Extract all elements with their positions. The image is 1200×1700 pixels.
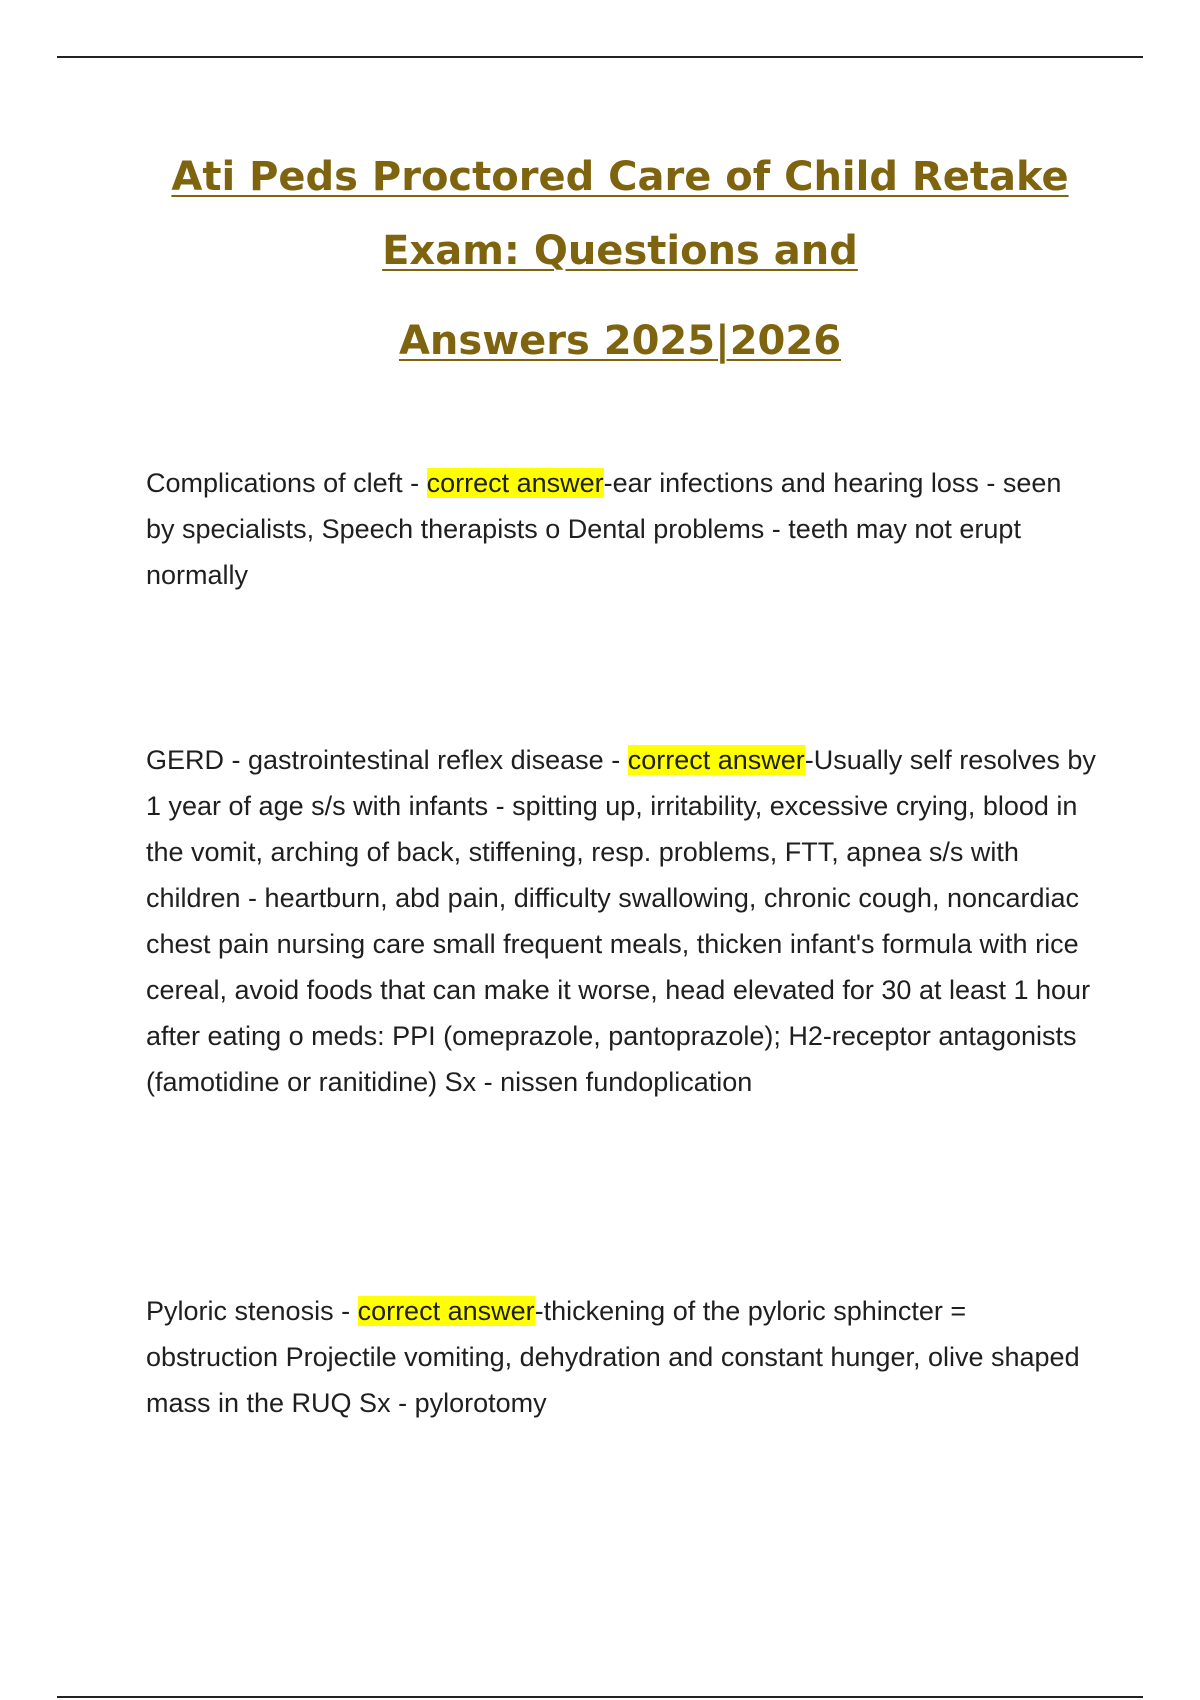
correct-answer-highlight: correct answer bbox=[357, 1296, 535, 1326]
correct-answer-highlight: correct answer bbox=[627, 745, 805, 775]
top-divider bbox=[57, 56, 1143, 58]
qa-entry-pyloric-stenosis bbox=[146, 1288, 1096, 1426]
correct-answer-highlight: correct answer bbox=[426, 468, 604, 498]
question-term: GERD - gastrointestinal reflex disease - bbox=[146, 745, 628, 775]
question-term: Complications of cleft - bbox=[146, 468, 427, 498]
answer-text: -thickening of the pyloric sphincter = obstruction Projectile vomiting, dehydration and constant hunger, olive shaped mass in the RUQ Sx - pylorotomy bbox=[146, 1296, 1080, 1418]
answer-text: -ear infections and hearing loss - seen by specialists, Speech therapists o Dental problems - teeth may not erupt normally bbox=[146, 468, 1062, 590]
title-line-1: Ati Peds Proctored Care of Child Retake bbox=[171, 154, 1069, 200]
bottom-divider bbox=[57, 1696, 1143, 1698]
title-line-2: Exam: Questions and bbox=[382, 228, 858, 274]
answer-text: -Usually self resolves by 1 year of age s/s with infants - spitting up, irritability, excessive crying, blood in the vomit, arching of back, stiffening, resp. problems, FTT, apnea s/s with children - heartburn, abd pain, difficulty swallowing, chronic cough, noncardiac chest pain nursing care small frequent meals, thicken infant's formula with rice cereal, avoid foods that can make it worse, head elevated for 30 at least 1 hour after eating o meds: PPI (omeprazole, pantoprazole); H2-receptor antagonists (famotidine or ranitidine) Sx - nissen fundoplication bbox=[146, 745, 1096, 1097]
qa-entry-gerd bbox=[146, 737, 1096, 1105]
document-title bbox=[100, 140, 1140, 364]
title-line-3: Answers 2025|2026 bbox=[398, 318, 842, 364]
qa-entry-cleft-complications bbox=[146, 460, 1096, 598]
question-term: Pyloric stenosis - bbox=[146, 1296, 358, 1326]
